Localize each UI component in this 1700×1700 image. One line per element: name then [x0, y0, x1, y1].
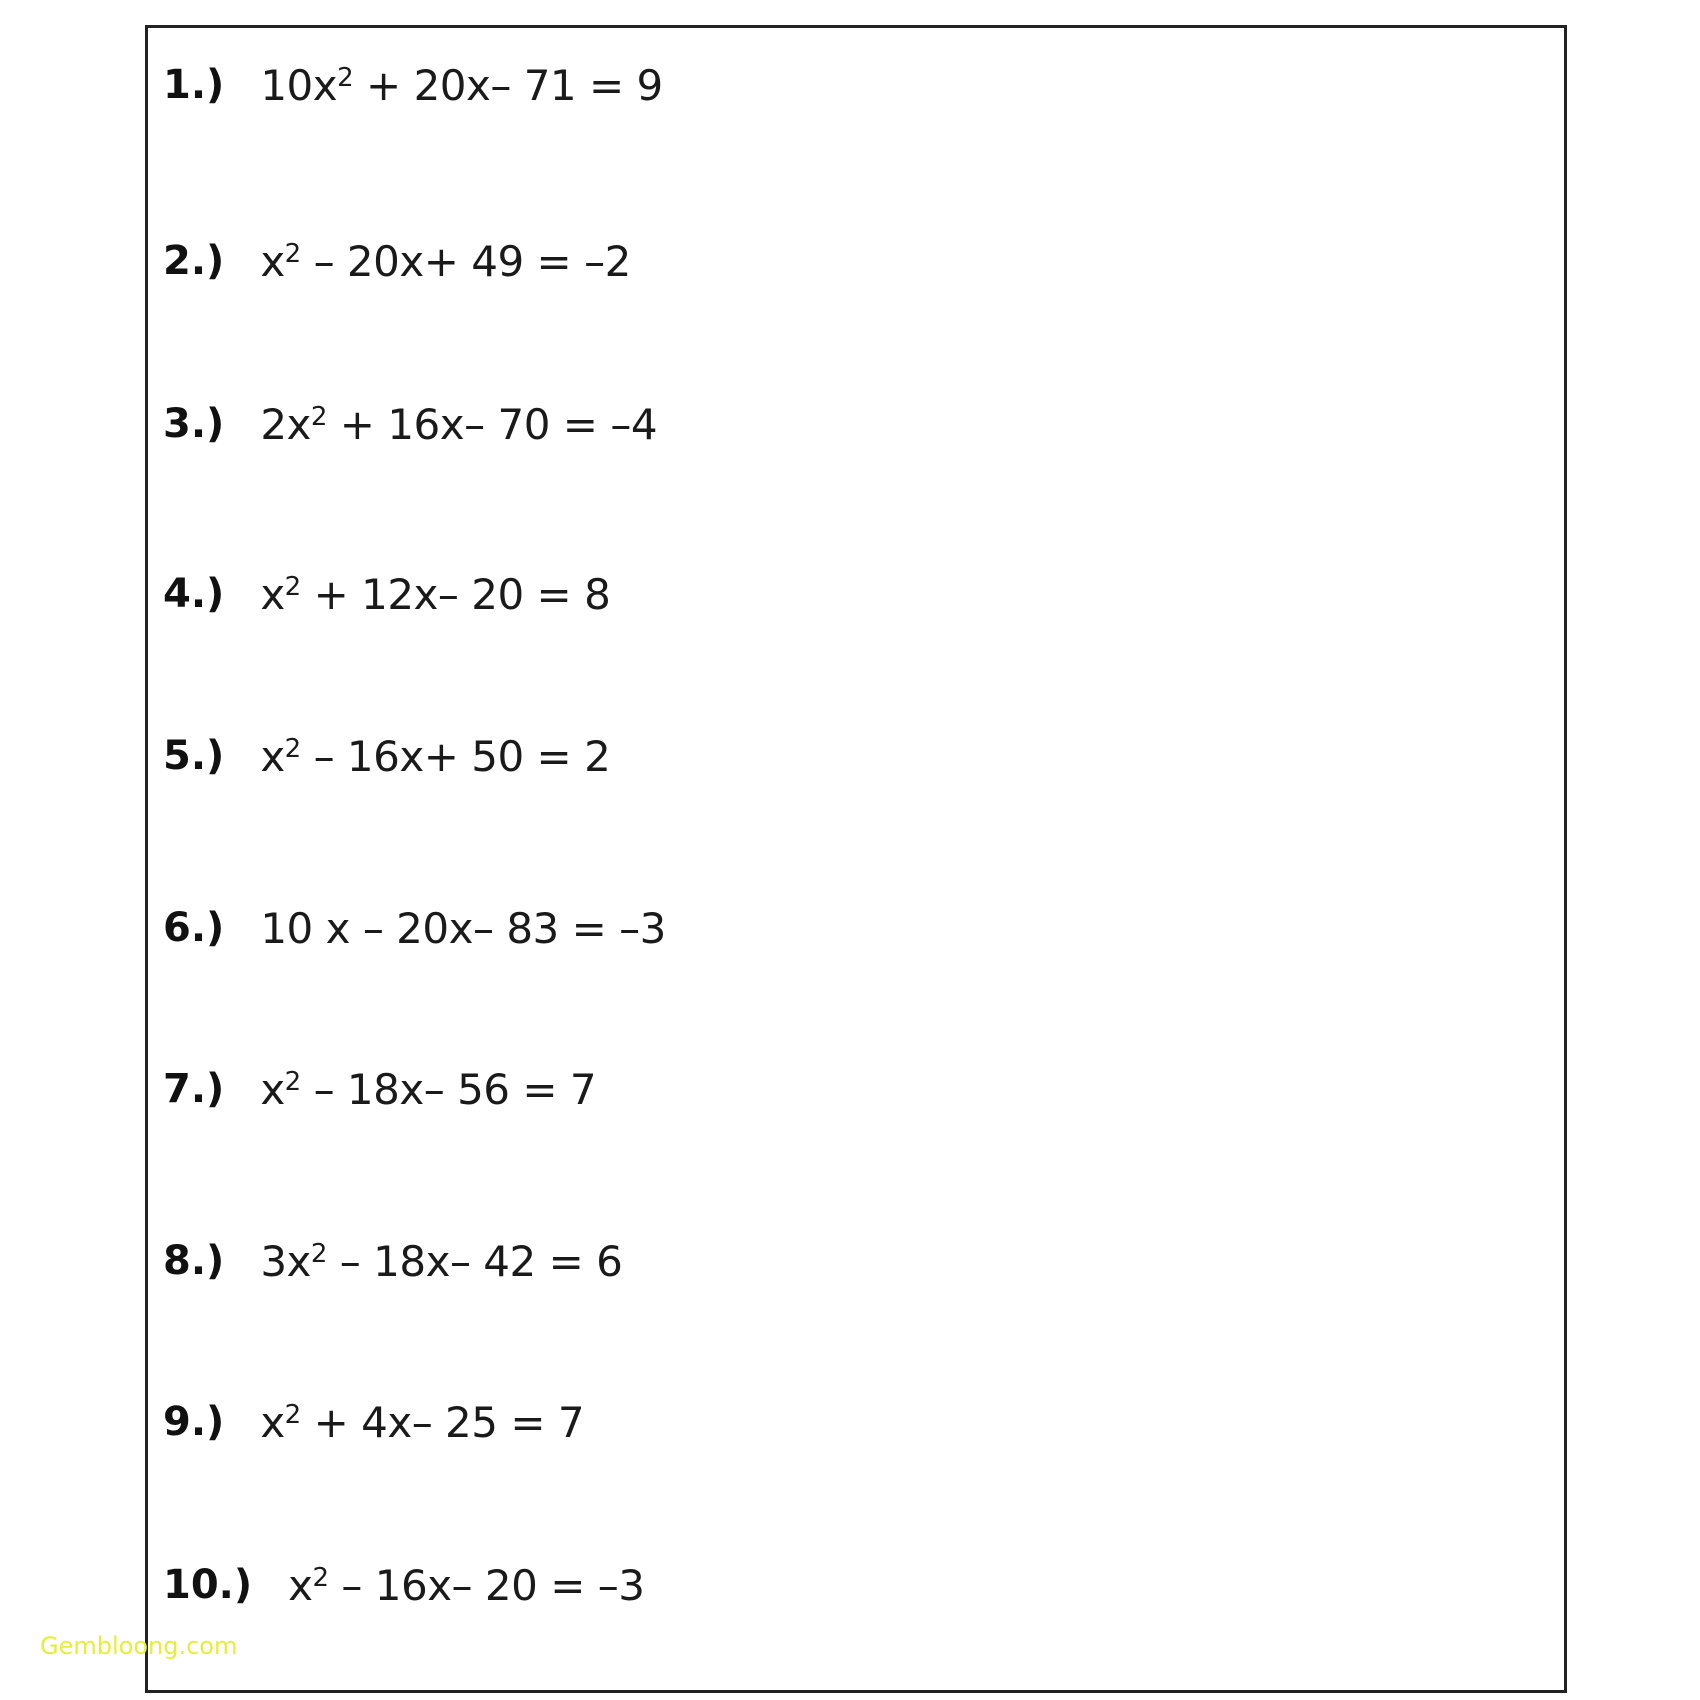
- worksheet-frame: [145, 25, 1567, 1693]
- equation-term: 2x: [260, 399, 311, 449]
- problem-4: [163, 564, 610, 624]
- problem-number: 6.): [163, 905, 225, 951]
- exponent: 2: [312, 1562, 329, 1593]
- exponent: 2: [284, 1399, 301, 1430]
- equation-rest: + 12x– 20 = 8: [300, 569, 611, 619]
- watermark: Gembloong.com: [40, 1632, 238, 1660]
- equation: [260, 237, 631, 286]
- equation: [260, 1237, 622, 1286]
- exponent: 2: [337, 62, 354, 93]
- problem-number: 10.): [163, 1562, 253, 1608]
- equation-term: 10x: [260, 60, 338, 110]
- equation: [260, 570, 610, 619]
- equation-term: 3x: [260, 1236, 311, 1286]
- equation: [260, 904, 666, 953]
- problem-8: [163, 1231, 622, 1291]
- equation-term: x: [260, 236, 285, 286]
- equation-term: x: [260, 1064, 285, 1114]
- problem-number: 2.): [163, 238, 225, 284]
- exponent: 2: [284, 1066, 301, 1097]
- equation: [260, 1398, 584, 1447]
- problem-number: 7.): [163, 1066, 225, 1112]
- problem-number: 1.): [163, 62, 225, 108]
- equation-rest: – 16x– 20 = –3: [328, 1560, 645, 1610]
- equation-term: 10 x: [260, 903, 350, 953]
- problem-9: [163, 1392, 584, 1452]
- equation-rest: + 20x– 71 = 9: [353, 60, 663, 110]
- problem-number: 3.): [163, 401, 225, 447]
- equation-rest: + 4x– 25 = 7: [300, 1397, 585, 1447]
- equation: [260, 1065, 596, 1114]
- problem-1: [163, 55, 663, 115]
- equation-term: x: [260, 569, 285, 619]
- problem-6: [163, 898, 666, 958]
- equation-term: x: [260, 1397, 285, 1447]
- equation-term: x: [288, 1560, 313, 1610]
- problem-7: [163, 1059, 596, 1119]
- equation: [260, 400, 657, 449]
- problem-2: [163, 231, 631, 291]
- equation-rest: – 18x– 42 = 6: [326, 1236, 623, 1286]
- problem-number: 4.): [163, 571, 225, 617]
- problem-10: [163, 1555, 644, 1615]
- problem-5: [163, 726, 610, 786]
- equation-rest: – 18x– 56 = 7: [300, 1064, 597, 1114]
- equation-term: x: [260, 731, 285, 781]
- exponent: 2: [310, 1238, 327, 1269]
- equation-rest: – 20x+ 49 = –2: [300, 236, 631, 286]
- exponent: 2: [284, 238, 301, 269]
- equation-rest: – 16x+ 50 = 2: [300, 731, 611, 781]
- problem-number: 8.): [163, 1238, 225, 1284]
- equation-rest: + 16x– 70 = –4: [326, 399, 658, 449]
- equation: [288, 1561, 644, 1610]
- problem-number: 9.): [163, 1399, 225, 1445]
- problem-3: [163, 394, 657, 454]
- exponent: 2: [284, 571, 301, 602]
- equation-rest: – 20x– 83 = –3: [349, 903, 666, 953]
- equation: [260, 732, 610, 781]
- equation: [260, 61, 662, 110]
- exponent: 2: [284, 733, 301, 764]
- exponent: 2: [310, 401, 327, 432]
- problem-number: 5.): [163, 733, 225, 779]
